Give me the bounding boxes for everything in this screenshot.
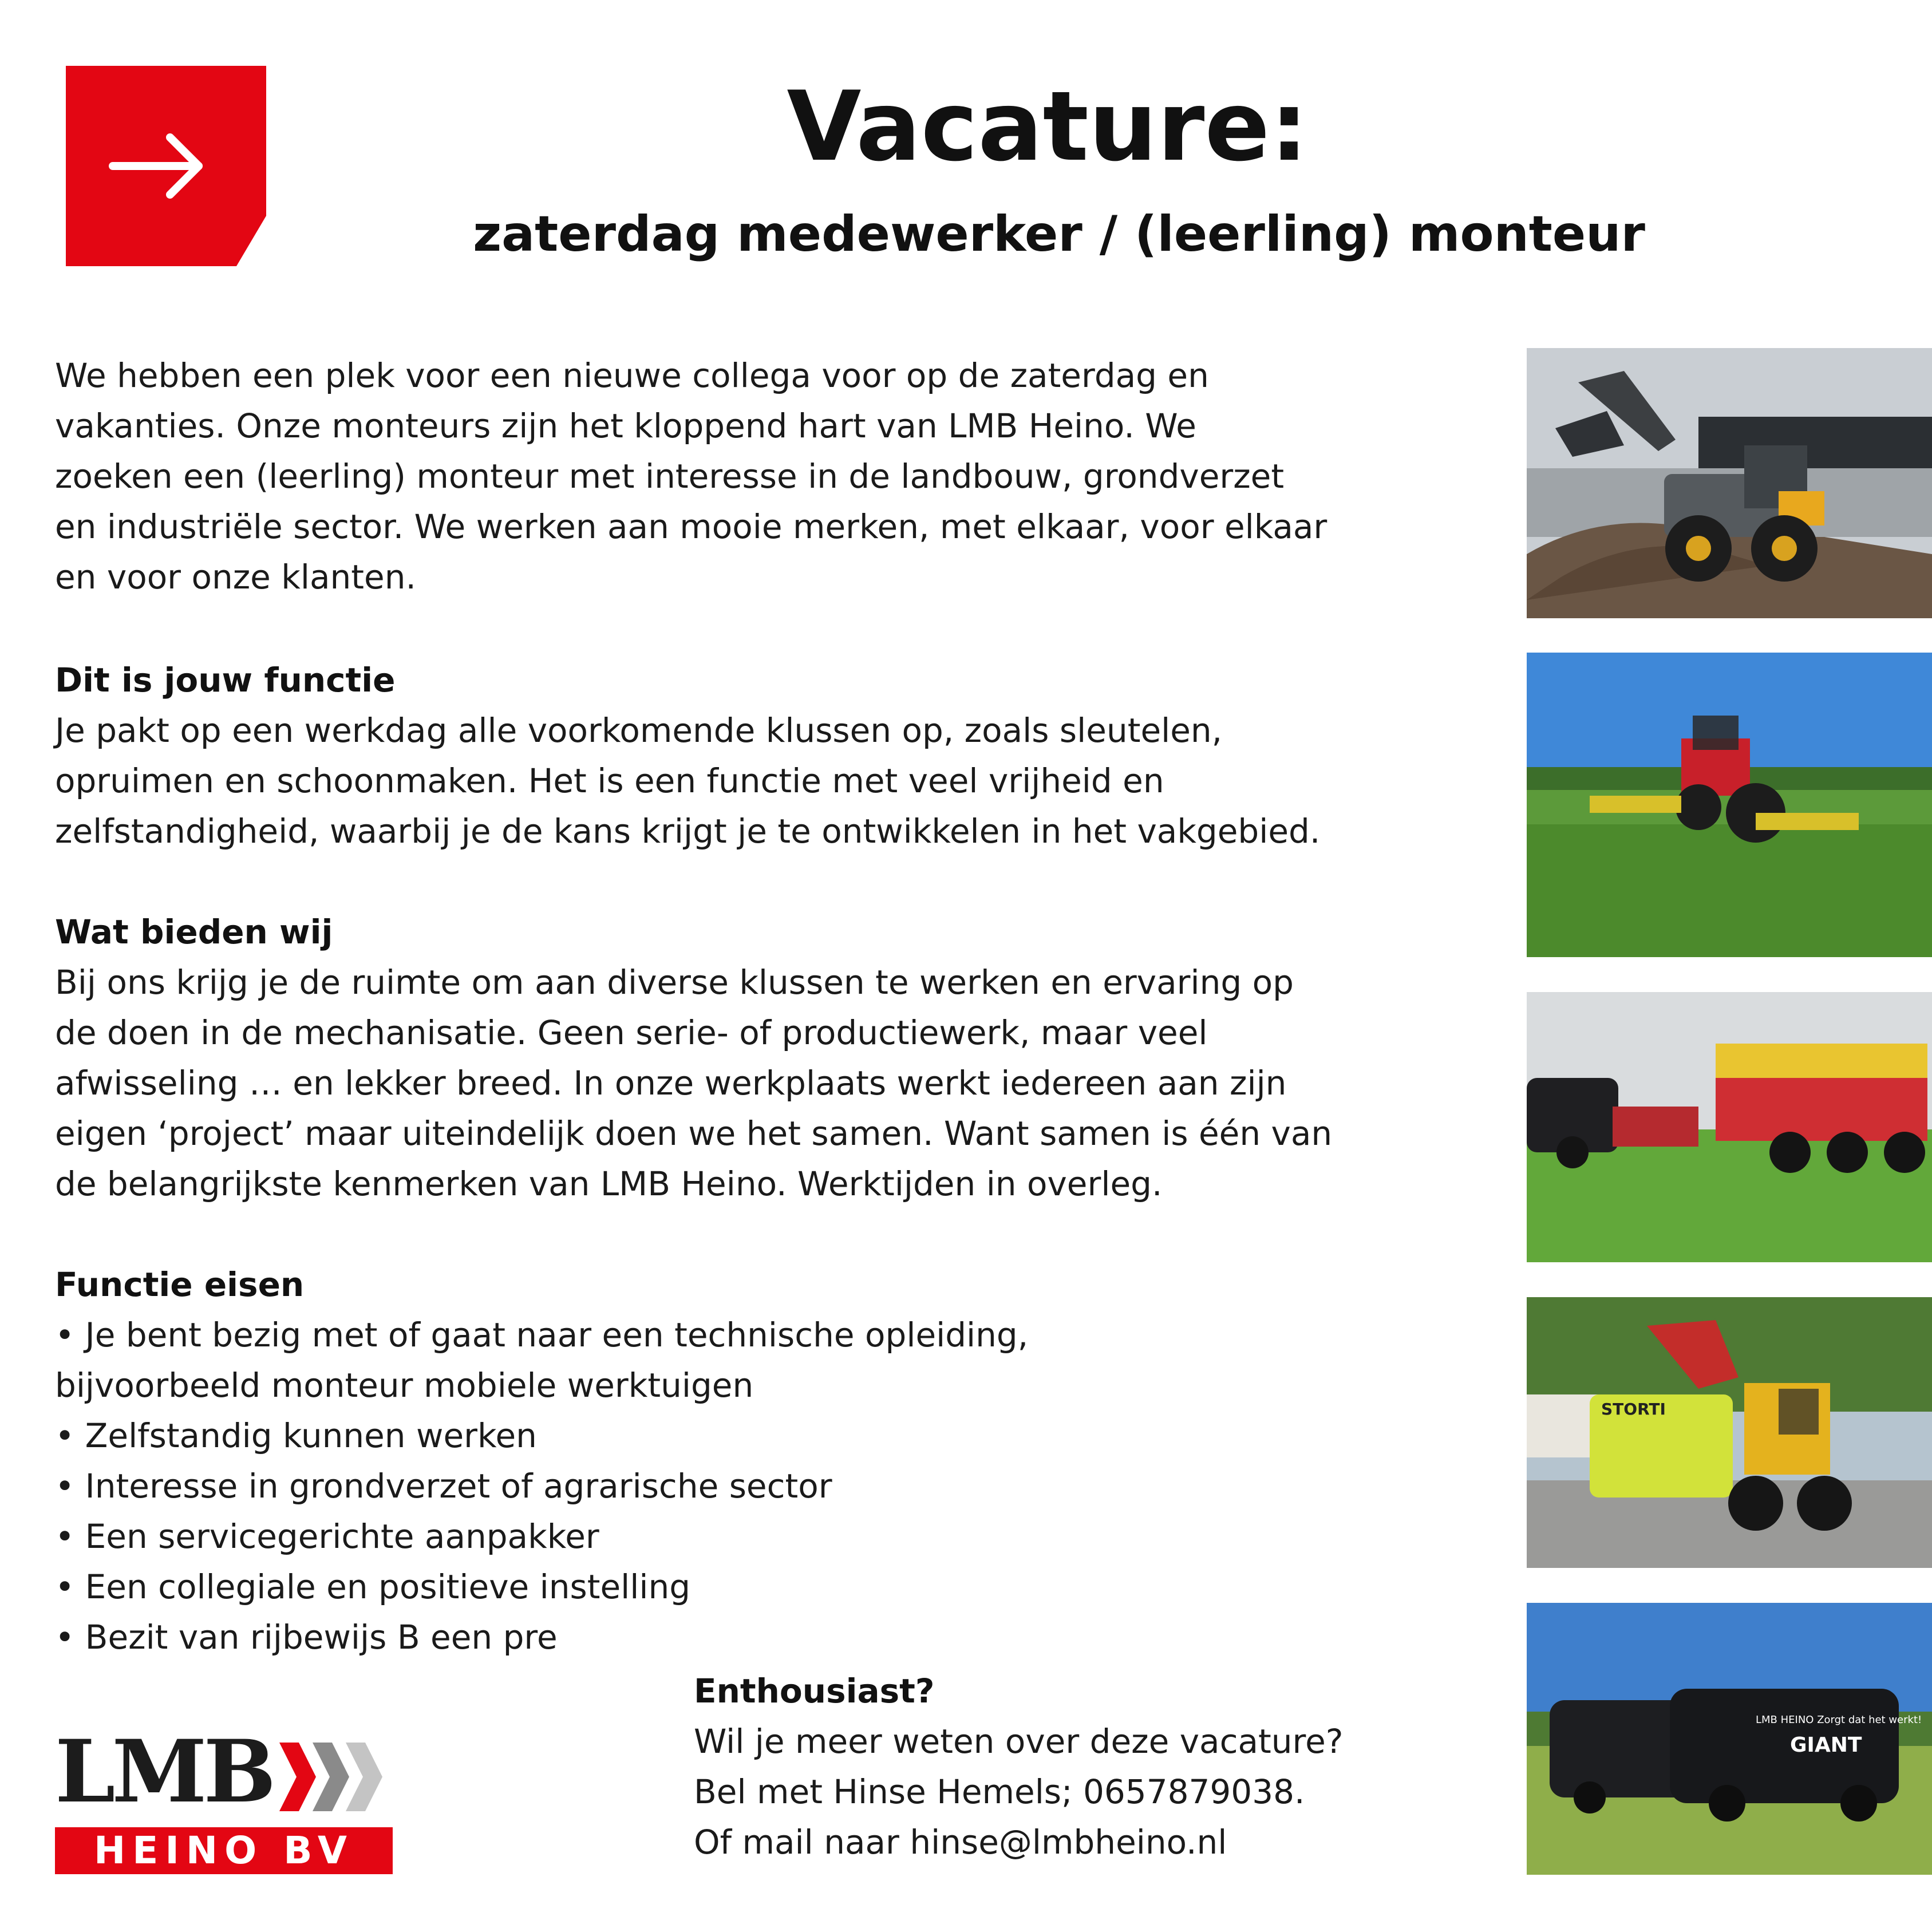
photo-loader-wagon bbox=[1527, 992, 1932, 1262]
section-heading-eisen: Functie eisen bbox=[55, 1265, 305, 1304]
body-line: opruimen en schoonmaken. Het is een functie met veel vrijheid en bbox=[55, 761, 1164, 800]
contact-phone: Bel met Hinse Hemels; 0657879038. bbox=[694, 1772, 1305, 1811]
photo-mixer-loader bbox=[1527, 1297, 1932, 1568]
contact-email: Of mail naar hinse@lmbheino.nl bbox=[694, 1823, 1227, 1862]
section-body-bieden bbox=[55, 957, 1332, 1209]
page-subtitle: zaterdag medewerker / (leerling) monteur bbox=[473, 206, 1645, 263]
list-item: • Je bent bezig met of gaat naar een technische opleiding, bbox=[55, 1315, 1029, 1354]
body-line: Je pakt op een werkdag alle voorkomende klussen op, zoals sleutelen, bbox=[55, 711, 1223, 750]
photo-tractor-mowing bbox=[1527, 653, 1932, 957]
body-line: afwisseling … en lekker breed. In onze werkplaats werkt iedereen aan zijn bbox=[55, 1064, 1287, 1103]
intro-line: zoeken een (leerling) monteur met interesse in de landbouw, grondverzet bbox=[55, 457, 1285, 496]
intro-line: en voor onze klanten. bbox=[55, 558, 416, 596]
section-heading-bieden: Wat bieden wij bbox=[55, 912, 333, 951]
contact-line: Wil je meer weten over deze vacature? bbox=[694, 1722, 1344, 1761]
logo-wordmark: LMB bbox=[55, 1721, 273, 1822]
intro-paragraph bbox=[55, 350, 1327, 602]
requirements-list bbox=[55, 1310, 1028, 1662]
section-heading-functie: Dit is jouw functie bbox=[55, 661, 396, 700]
list-item: • Een collegiale en positieve instelling bbox=[55, 1567, 691, 1606]
logo-chevrons-icon bbox=[279, 1743, 393, 1811]
arrow-badge-icon bbox=[66, 66, 266, 266]
body-line: de belangrijkste kenmerken van LMB Heino. Werktijden in overleg. bbox=[55, 1164, 1163, 1203]
company-logo bbox=[55, 1721, 393, 1874]
photo-company-vans bbox=[1527, 1603, 1932, 1875]
body-line: de doen in de mechanisatie. Geen serie- of productiewerk, maar veel bbox=[55, 1013, 1208, 1052]
list-item: bijvoorbeeld monteur mobiele werktuigen bbox=[55, 1366, 754, 1405]
body-line: Bij ons krijg je de ruimte om aan diverse klussen te werken en ervaring op bbox=[55, 963, 1294, 1002]
list-item: • Interesse in grondverzet of agrarische sector bbox=[55, 1467, 832, 1506]
intro-line: en industriële sector. We werken aan mooie merken, met elkaar, voor elkaar bbox=[55, 507, 1327, 546]
page-title: Vacature: bbox=[787, 70, 1309, 183]
storti-label: STORTI bbox=[1601, 1400, 1666, 1419]
van-slogan: LMB HEINO Zorgt dat het werkt! bbox=[1756, 1714, 1922, 1726]
list-item: • Bezit van rijbewijs B een pre bbox=[55, 1618, 558, 1657]
section-body-functie bbox=[55, 705, 1320, 856]
body-line: eigen ‘project’ maar uiteindelijk doen we het samen. Want samen is één van bbox=[55, 1114, 1333, 1153]
body-line: zelfstandigheid, waarbij je de kans krijgt je te ontwikkelen in het vakgebied. bbox=[55, 812, 1321, 851]
intro-line: We hebben een plek voor een nieuwe collega voor op de zaterdag en bbox=[55, 356, 1209, 395]
contact-heading: Enthousiast? bbox=[694, 1672, 935, 1710]
intro-line: vakanties. Onze monteurs zijn het kloppend hart van LMB Heino. We bbox=[55, 406, 1196, 445]
logo-tagline: HEINO BV bbox=[55, 1827, 393, 1874]
photo-wheel-loader bbox=[1527, 348, 1932, 618]
van-brand: GIANT bbox=[1790, 1733, 1862, 1757]
list-item: • Zelfstandig kunnen werken bbox=[55, 1416, 537, 1455]
contact-body bbox=[694, 1716, 1344, 1867]
list-item: • Een servicegerichte aanpakker bbox=[55, 1517, 599, 1556]
